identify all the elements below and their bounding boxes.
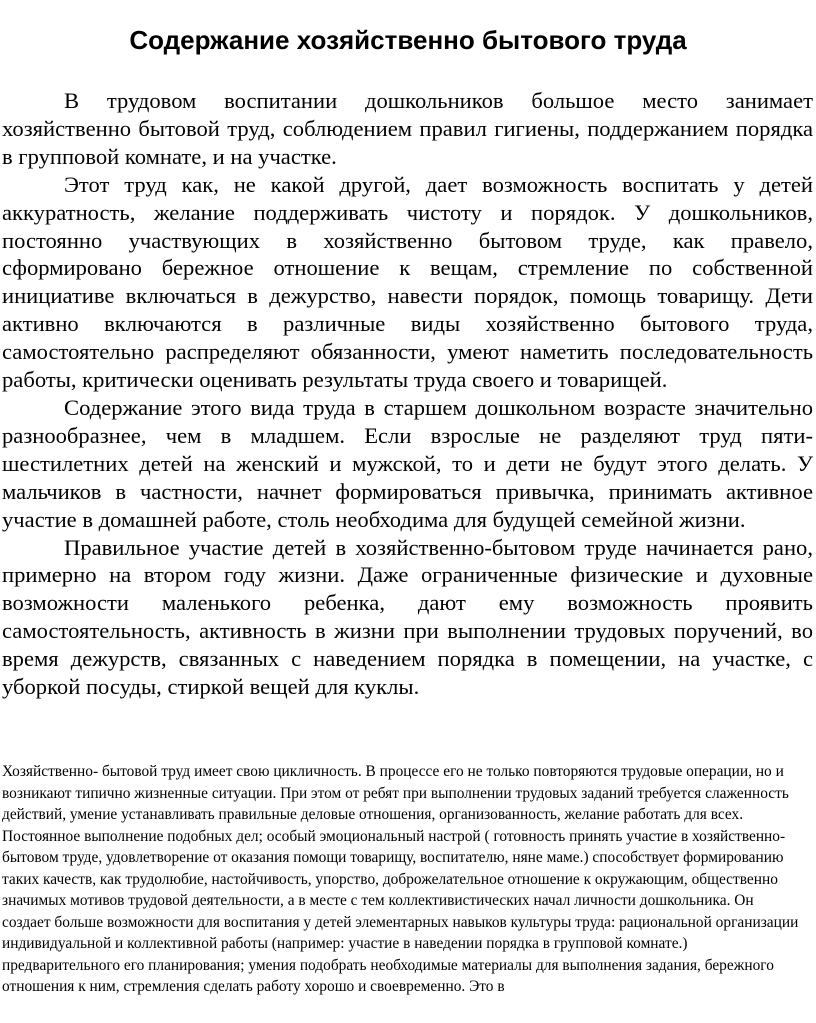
paragraph: Правильное участие детей в хозяйственно-бытовом труде начинается рано, примерно на втором году жизни. Даже ограниченные физические и духовные возможности маленького ребенка, дают ему возможность проявить самостоятельность, активность в жизни при выполнении трудовых поручений, во время дежурств, связанных с наведением порядка в помещении, на участке, с уборкой посуды, стиркой вещей для куклы. <box>2 534 813 700</box>
main-text <box>2 87 813 701</box>
page-title: Содержание хозяйственно бытового труда <box>129 25 687 55</box>
small-paragraph: Хозяйственно- бытовой труд имеет свою цикличность. В процессе его не только повторяются трудовые операции, но и возникают типично жизненные ситуации. При этом от ребят при выполнении трудовых заданий требуется слаженность действий, умение устанавливать правильные деловые отношения, организованность, желание работать для всех. Постоянное выполнение подобных дел; особый эмоциональный настрой ( готовность принять участие в хозяйственно-бытовом труде, удовлетворение от оказания помощи товарищу, воспитателю, няне маме.) способствует формированию таких качеств, как трудолюбие, настойчивость, упорство, доброжелательное отношение к окружающим, общественно значимых мотивов трудовой деятельности, а в месте с тем коллективистических начал личности дошкольника. Он создает больше возможности для воспитания у детей элементарных навыков культуры труда: рациональной организации индивидуальной и коллективной работы (например: участие в наведении порядка в групповой комнате.) предварительного его планирования; умения подобрать необходимые материалы для выполнения задания, бережного отношения к ним, стремления сделать работу хорошо и своевременно. Это в <box>2 763 799 996</box>
paragraph: Содержание этого вида труда в старшем дошкольном возрасте значительно разнообразнее, чем в младшем. Если взрослые не разделяют труд пяти-шестилетних детей на женский и мужской, то и дети не будут этого делать. У мальчиков в частности, начнет формироваться привычка, принимать активное участие в домашней работе, столь необходима для будущей семейной жизни. <box>2 394 813 532</box>
paragraph: Этот труд как, не какой другой, дает возможность воспитать у детей аккуратность, желание поддерживать чистоту и порядок. У дошкольников, постоянно участвующих в хозяйственно бытовом труде, как правело, сформировано бережное отношение к вещам, стремление по собственной инициативе включаться в дежурство, навести порядок, помощь товарищу. Дети активно включаются в различные виды хозяйственно бытового труда, самостоятельно распределяют обязанности, умеют наметить последовательность работы, критически оценивать результаты труда своего и товарищей. <box>2 171 813 393</box>
paragraph: В трудовом воспитании дошкольников большое место занимает хозяйственно бытовой труд, соблюдением правил гигиены, поддержанием порядка в групповой комнате, и на участке. <box>2 88 813 169</box>
